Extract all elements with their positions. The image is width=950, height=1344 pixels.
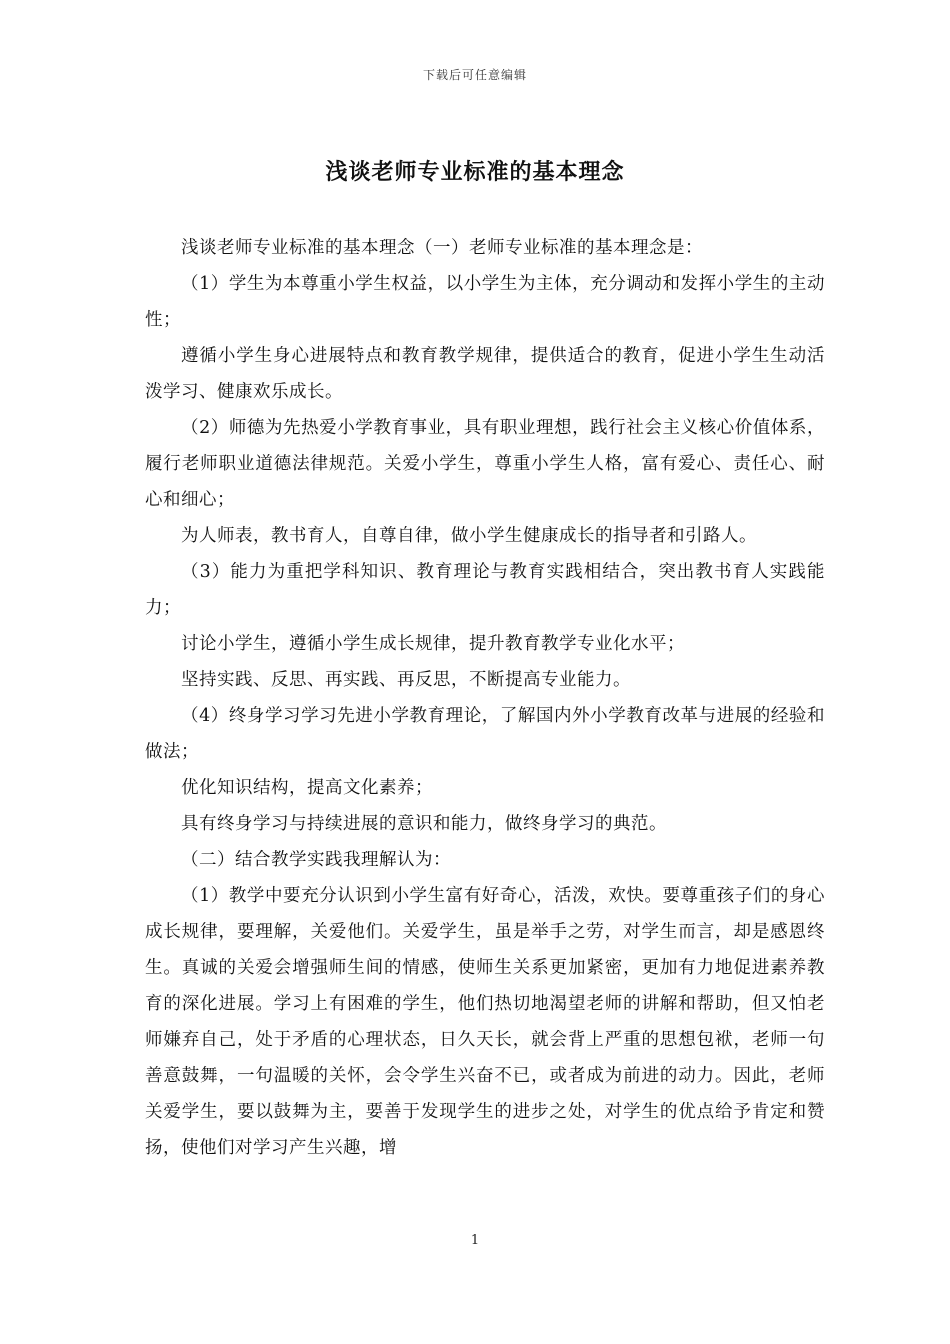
- paragraph: 遵循小学生身心进展特点和教育教学规律，提供适合的教育，促进小学生生动活泼学习、健康欢乐成长。: [145, 346, 825, 402]
- document-body: [145, 230, 825, 1166]
- paragraph: （3）能力为重把学科知识、教育理论与教育实践相结合，突出教书育人实践能力；: [145, 562, 825, 618]
- paragraph: 为人师表，教书育人，自尊自律，做小学生健康成长的指导者和引路人。: [181, 526, 757, 546]
- paragraph: 具有终身学习与持续进展的意识和能力，做终身学习的典范。: [181, 814, 667, 834]
- document-title: 浅谈老师专业标准的基本理念: [325, 159, 625, 185]
- paragraph: （1）学生为本尊重小学生权益，以小学生为主体，充分调动和发挥小学生的主动性；: [145, 274, 825, 330]
- paragraph: （4）终身学习学习先进小学教育理论，了解国内外小学教育改革与进展的经验和做法；: [145, 706, 825, 762]
- paragraph: （1）教学中要充分认识到小学生富有好奇心，活泼，欢快。要尊重孩子们的身心成长规律，要理解，关爱他们。关爱学生，虽是举手之劳，对学生而言，却是感恩终生。真诚的关爱会增强师生间的情感，使师生关系更加紧密，更加有力地促进素养教育的深化进展。学习上有困难的学生，他们热切地渴望老师的讲解和帮助，但又怕老师嫌弃自己，处于矛盾的心理状态，日久天长，就会背上严重的思想包袱，老师一句善意鼓舞，一句温暖的关怀，会令学生兴奋不已，或者成为前进的动力。因此，老师关爱学生，要以鼓舞为主，要善于发现学生的进步之处，对学生的优点给予肯定和赞扬，使他们对学习产生兴趣，增: [145, 886, 825, 1158]
- header-note: 下载后可任意编辑: [422, 68, 527, 82]
- page-number: 1: [470, 1233, 480, 1248]
- paragraph: 讨论小学生，遵循小学生成长规律，提升教育教学专业化水平；: [181, 634, 685, 654]
- paragraph: 浅谈老师专业标准的基本理念（一）老师专业标准的基本理念是：: [181, 238, 703, 258]
- paragraph: （2）师德为先热爱小学教育事业，具有职业理想，践行社会主义核心价值体系，履行老师职业道德法律规范。关爱小学生，尊重小学生人格，富有爱心、责任心、耐心和细心；: [145, 418, 825, 510]
- paragraph: （二）结合教学实践我理解认为：: [181, 850, 451, 870]
- paragraph: 坚持实践、反思、再实践、再反思，不断提高专业能力。: [181, 670, 631, 690]
- paragraph: 优化知识结构，提高文化素养；: [181, 778, 433, 798]
